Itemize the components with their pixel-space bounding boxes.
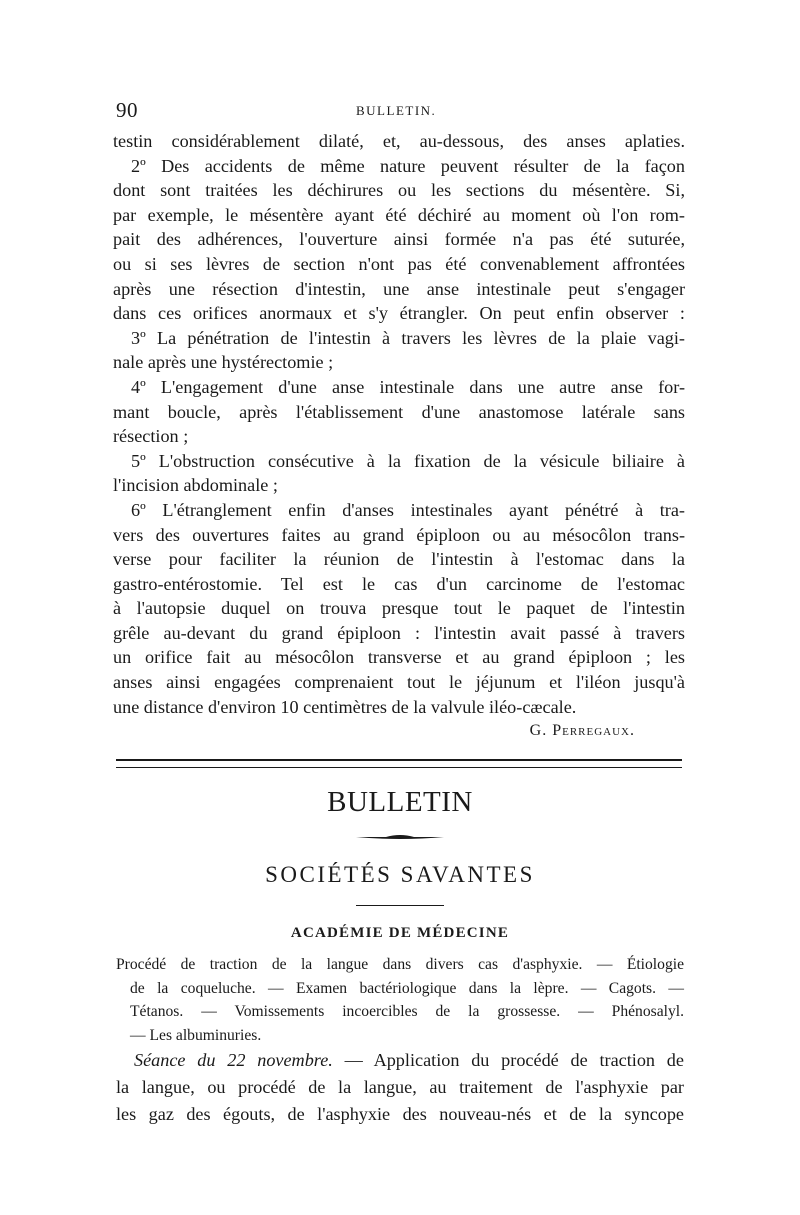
text-line: l'incision abdominale ; xyxy=(113,475,278,496)
text-line: pait des adhérences, l'ouverture ainsi formée n'a pas été suturée, xyxy=(113,229,685,250)
text-line: par exemple, le mésentère ayant été déchiré au moment où l'on rom- xyxy=(113,204,685,225)
text-line: testin considérablement dilaté, et, au-dessous, des anses aplaties. xyxy=(113,131,685,151)
text-line: 5º L'obstruction consécutive à la fixation de la vésicule biliaire à xyxy=(131,450,685,471)
text-line: mant boucle, après l'établissement d'une anastomose latérale sans xyxy=(113,401,685,422)
session-summary xyxy=(116,953,684,1047)
text-line: nale après une hystérectomie ; xyxy=(113,352,334,373)
text-line: après une résection d'intestin, une anse intestinale peut s'engager xyxy=(113,278,685,299)
text-line: résection ; xyxy=(113,426,189,447)
session-line: les gaz des égouts, de l'asphyxie des nouveau-nés et de la syncope xyxy=(116,1104,684,1124)
author-signature xyxy=(113,719,685,744)
session-line-text: — Application du procédé de traction de xyxy=(332,1050,684,1070)
text-line: 3º La pénétration de l'intestin à travers les lèvres de la plaie vagi- xyxy=(131,327,685,348)
summary-line: de la coqueluche. — Examen bactériologique dans la lèpre. — Cagots. — xyxy=(130,979,684,997)
text-line: grêle au-devant du grand épiploon : l'intestin avait passé à travers xyxy=(113,622,685,643)
page-number: 90 xyxy=(116,98,138,122)
signature-name: Perregaux. xyxy=(552,722,635,740)
summary-line: Procédé de traction de la langue dans divers cas d'asphyxie. — Étiologie xyxy=(116,956,684,973)
signature-initial: G. xyxy=(529,722,553,740)
session-text xyxy=(116,1047,684,1128)
heading-underline xyxy=(356,905,444,906)
text-line: gastro-entérostomie. Tel est le cas d'un carcinome de l'estomac xyxy=(113,573,685,594)
section-divider-thin xyxy=(116,767,682,768)
text-line: 2º Des accidents de même nature peuvent résulter de la façon xyxy=(131,155,685,176)
subsection-heading: ACADÉMIE DE MÉDECINE xyxy=(290,925,510,941)
text-line: 6º L'étranglement enfin d'anses intestinales ayant pénétré à tra- xyxy=(131,499,685,520)
bulletin-heading: BULLETIN xyxy=(327,786,473,818)
text-line: une distance d'environ 10 centimètres de la valvule iléo-cæcale. xyxy=(113,696,577,717)
text-line: vers des ouvertures faites au grand épiploon ou au mésocôlon trans- xyxy=(113,524,685,545)
ornament-flourish xyxy=(356,834,444,840)
running-head: BULLETIN. xyxy=(356,103,437,118)
summary-line: — Les albuminuries. xyxy=(130,1026,262,1044)
text-line: dont sont traitées les déchirures ou les sections du mésentère. Si, xyxy=(113,180,685,201)
text-line: dans ces orifices anormaux et s'y étrangler. On peut enfin observer : xyxy=(113,303,685,324)
text-line: anses ainsi engagées comprenaient tout le jéjunum et l'iléon jusqu'à xyxy=(113,672,685,693)
session-line: la langue, ou procédé de la langue, au traitement de l'asphyxie par xyxy=(116,1077,684,1097)
section-heading: SOCIÉTÉS SAVANTES xyxy=(265,862,535,887)
article-text xyxy=(113,129,685,744)
text-line: un orifice fait au mésocôlon transverse et au grand épiploon ; les xyxy=(113,647,685,668)
session-first-line xyxy=(116,1047,684,1074)
text-line: à l'autopsie duquel on trouva presque tout le paquet de l'intestin xyxy=(113,598,685,619)
text-line: ou si ses lèvres de section n'ont pas été convenablement affrontées xyxy=(113,253,685,274)
session-label: Séance du 22 novembre. xyxy=(134,1050,333,1070)
text-line: verse pour faciliter la réunion de l'intestin à l'estomac dans la xyxy=(113,549,685,570)
summary-line: Tétanos. — Vomissements incoercibles de la grossesse. — Phénosalyl. xyxy=(130,1003,684,1020)
section-divider-thick xyxy=(116,759,682,761)
text-line: 4º L'engagement d'une anse intestinale dans une autre anse for- xyxy=(131,376,685,397)
